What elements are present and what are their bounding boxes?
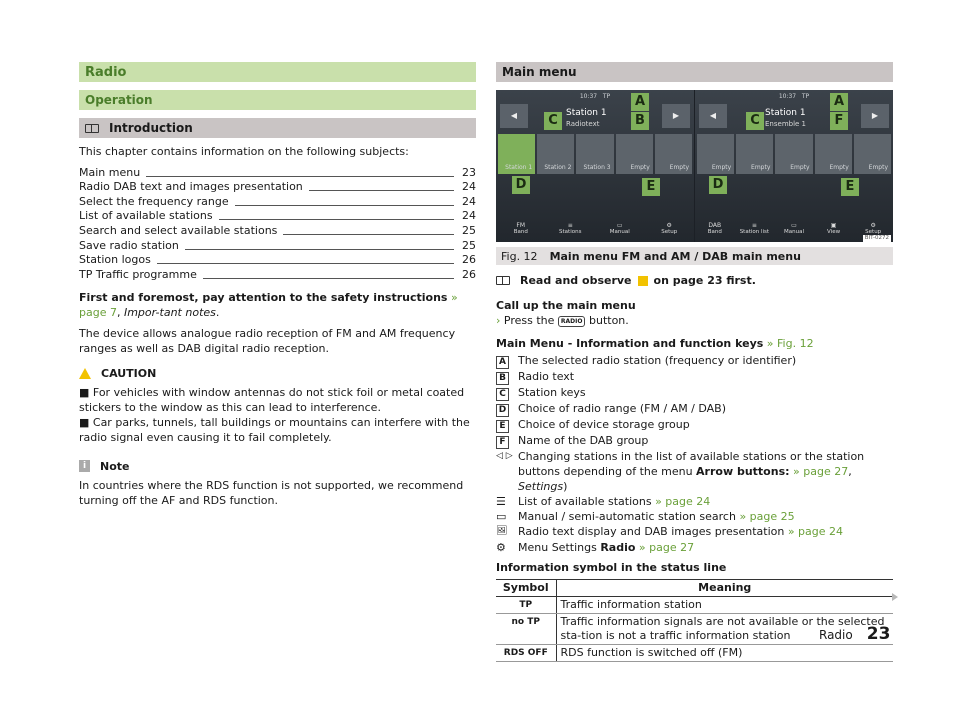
- toc-page: 26: [462, 253, 476, 267]
- callout-d: D: [709, 176, 727, 194]
- station-key[interactable]: Station 2: [537, 134, 574, 174]
- right-column: [496, 62, 893, 662]
- callout-c: C: [544, 112, 562, 130]
- toc-list: [79, 165, 476, 282]
- caution-item: ■ For vehicles with window antennas do not stick foil or metal coated stickers to the window as this can lead to interference.: [79, 385, 465, 414]
- step-arrow-icon: ›: [496, 314, 501, 327]
- page-link[interactable]: » page 24: [787, 525, 844, 539]
- fm-screen: [496, 90, 694, 242]
- rds-off-symbol: RDS OFF: [496, 644, 556, 661]
- station-key[interactable]: Empty: [736, 134, 773, 174]
- safety-paragraph: [79, 290, 476, 320]
- left-column: [79, 62, 476, 508]
- callout-b: B: [631, 112, 649, 130]
- station-key[interactable]: Empty: [775, 134, 812, 174]
- figure-number: Fig. 12: [501, 249, 538, 263]
- page-footer: [819, 624, 891, 644]
- toc-page: 23: [462, 165, 476, 179]
- tp-indicator: TP: [801, 93, 810, 100]
- tp-indicator: TP: [602, 93, 611, 100]
- safety-sep: ,: [116, 305, 124, 319]
- book-icon: [496, 276, 510, 285]
- call-up-heading: Call up the main menu: [496, 299, 636, 312]
- footer-section: Radio: [819, 628, 853, 642]
- station-key[interactable]: Station 3: [576, 134, 613, 174]
- page-link[interactable]: » page 27: [793, 465, 849, 478]
- station-key[interactable]: Empty: [616, 134, 653, 174]
- toc-page: 24: [462, 194, 476, 208]
- intro-text: This chapter contains information on the following subjects:: [79, 145, 409, 158]
- setup-button[interactable]: ⚙ Setup: [661, 222, 678, 235]
- status-symbol-table: [496, 579, 893, 662]
- page-link[interactable]: » page 24: [655, 495, 711, 508]
- station-keys: [697, 134, 891, 174]
- main-menu-title: Main menu: [496, 62, 893, 82]
- toc-item[interactable]: [79, 165, 476, 180]
- read-observe: [496, 273, 893, 288]
- station-list-button[interactable]: ≡ Station list: [739, 222, 770, 235]
- station-key[interactable]: Empty: [655, 134, 692, 174]
- list-icon: ☰: [496, 495, 506, 508]
- caution-label: CAUTION: [101, 366, 157, 380]
- column-header: Meaning: [556, 579, 893, 596]
- legend-item: 🖼 Radio text display and DAB images presentation » page 24: [496, 525, 844, 539]
- intro-heading: [79, 118, 476, 138]
- toc-page: 24: [462, 209, 476, 223]
- warning-icon: [79, 368, 91, 379]
- caution-heading: [79, 366, 476, 381]
- table-header-row: [496, 579, 893, 596]
- figure-radio-screens: [496, 90, 893, 242]
- toc-label: Select the frequency range: [79, 194, 229, 208]
- toc-label: List of available stations: [79, 209, 213, 223]
- dab-screen: [695, 90, 893, 242]
- read-observe-text-end: on page 23 first.: [653, 274, 756, 287]
- toc-label: Save radio station: [79, 238, 179, 252]
- meaning-cell: Traffic information station: [556, 596, 893, 613]
- callout-f: F: [830, 112, 848, 130]
- setup-button[interactable]: ⚙ Setup: [865, 222, 882, 235]
- toc-label: TP Traffic programme: [79, 267, 197, 281]
- status-bar: [496, 93, 694, 101]
- callout-a: A: [830, 93, 848, 111]
- figure-id-tag: BIT-0272: [864, 235, 889, 241]
- legend-item: B Radio text: [496, 369, 893, 385]
- clock: 10:37: [579, 93, 598, 100]
- settings-gear-icon: ⚙: [496, 540, 506, 554]
- legend-item: F Name of the DAB group: [496, 433, 893, 449]
- band-button[interactable]: FM Band: [513, 222, 528, 235]
- toc-item[interactable]: [79, 194, 476, 209]
- column-header: Symbol: [496, 579, 556, 596]
- station-key[interactable]: Station 1: [498, 134, 535, 174]
- next-station-button[interactable]: ▶: [861, 104, 889, 128]
- table-row: [496, 596, 893, 613]
- toc-page: 24: [462, 180, 476, 194]
- manual-button[interactable]: ▭ Manual: [783, 222, 804, 235]
- toc-page: 26: [462, 267, 476, 281]
- toc-page: 25: [462, 238, 476, 252]
- toc-label: Station logos: [79, 253, 151, 267]
- toc-label: Search and select available stations: [79, 223, 278, 237]
- safety-end: .: [215, 305, 220, 319]
- status-bar: [695, 93, 893, 101]
- figure-caption-text: Main menu FM and AM / DAB main menu: [549, 249, 801, 263]
- callout-c: C: [746, 112, 764, 130]
- caution-item: ■ Car parks, tunnels, tall buildings or mountains can interfere with the radio signal even causing it to fail completely.: [79, 415, 470, 444]
- page-link[interactable]: » page 27: [638, 540, 695, 554]
- legend-item: ☰ List of available stations » page 24: [496, 495, 711, 508]
- callout-e: E: [841, 178, 859, 196]
- function-bar: [496, 220, 694, 240]
- ensemble-name: Ensemble 1: [765, 120, 807, 128]
- toc-item[interactable]: [79, 238, 476, 253]
- note-label: Note: [100, 459, 130, 473]
- toc-page: 25: [462, 223, 476, 237]
- toc-item[interactable]: [79, 223, 476, 238]
- info-icon: i: [79, 460, 90, 472]
- no-tp-symbol: no TP: [496, 613, 556, 644]
- read-observe-text: Read and observe: [520, 274, 632, 287]
- station-name: Station 1: [765, 108, 806, 118]
- toc-label: Radio DAB text and images presentation: [79, 180, 303, 194]
- toc-item[interactable]: [79, 209, 476, 224]
- legend-item-arrows: ◁ ▷ Changing stations in the list of available stations or the station buttons depending of the menu Arrow buttons: » page 27, Settings): [496, 450, 865, 493]
- legend-item: A The selected radio station (frequency or identifier): [496, 353, 893, 369]
- callout-e: E: [642, 178, 660, 196]
- view-button[interactable]: ▣ View: [827, 222, 841, 235]
- legend-item: E Choice of device storage group: [496, 417, 893, 433]
- meaning-cell: Traffic information signals are not available or the selected sta-tion is not a traffic information station: [556, 613, 893, 644]
- intro-heading-text: Introduction: [109, 120, 193, 135]
- page-number: 23: [866, 624, 891, 644]
- safety-page-link[interactable]: » page 7: [79, 290, 458, 319]
- press-step: › Press the RADIO button.: [496, 314, 629, 327]
- station-key[interactable]: Empty: [815, 134, 852, 174]
- toc-label: Main menu: [79, 165, 141, 179]
- safety-italic: Impor-tant notes: [123, 305, 216, 319]
- radio-text: Radiotext: [566, 120, 600, 128]
- safety-bold: First and foremost, pay attention to the safety instructions: [79, 290, 448, 304]
- station-key[interactable]: Empty: [697, 134, 734, 174]
- toc-item[interactable]: [79, 253, 476, 268]
- warning-square-icon: [638, 276, 648, 286]
- legend-item: ▭ Manual / semi-automatic station search » page 25: [496, 510, 795, 524]
- figure-caption: [496, 247, 893, 265]
- page-link[interactable]: » page 25: [739, 510, 795, 524]
- next-station-button[interactable]: ▶: [662, 104, 690, 128]
- figure-link[interactable]: » Fig. 12: [766, 337, 814, 350]
- chapter-title: Radio: [79, 62, 476, 82]
- stations-button[interactable]: ≡ Stations: [559, 222, 582, 235]
- toc-item[interactable]: [79, 267, 476, 282]
- station-keys: [498, 134, 692, 174]
- section-title: Operation: [79, 90, 476, 110]
- legend-list: [496, 353, 893, 555]
- meaning-cell: RDS function is switched off (FM): [556, 644, 893, 661]
- continue-arrow-icon: [892, 593, 898, 601]
- main-menu-info: Main Menu - Information and function keys » Fig. 12: [496, 337, 814, 350]
- note-text: In countries where the RDS function is not supported, we recommend turning off the AF and RDS function.: [79, 478, 464, 507]
- book-icon: [85, 124, 99, 133]
- table-row: [496, 644, 893, 661]
- image-view-icon: 🖼: [496, 526, 508, 537]
- arrow-buttons-icon: ◁ ▷: [496, 451, 513, 461]
- manual-button[interactable]: ▭ Manual: [609, 222, 630, 235]
- manual-search-icon: ▭: [496, 510, 507, 524]
- legend-item: ⚙ Menu Settings Radio » page 27: [496, 540, 695, 554]
- callout-d: D: [512, 176, 530, 194]
- device-text: The device allows analogue radio reception of FM and AM frequency ranges as well as DAB digital radio reception.: [79, 326, 456, 355]
- legend-item: C Station keys: [496, 385, 893, 401]
- band-button[interactable]: DAB Band: [707, 222, 722, 235]
- tp-symbol: TP: [496, 596, 556, 613]
- status-heading: Information symbol in the status line: [496, 560, 727, 574]
- radio-key-icon: RADIO: [558, 316, 586, 327]
- callout-a: A: [631, 93, 649, 111]
- note-heading: [79, 459, 476, 474]
- station-key[interactable]: Empty: [854, 134, 891, 174]
- prev-station-button[interactable]: ◀: [500, 104, 528, 128]
- toc-item[interactable]: [79, 180, 476, 195]
- legend-item: D Choice of radio range (FM / AM / DAB): [496, 401, 893, 417]
- prev-station-button[interactable]: ◀: [699, 104, 727, 128]
- station-name: Station 1: [566, 108, 607, 118]
- clock: 10:37: [778, 93, 797, 100]
